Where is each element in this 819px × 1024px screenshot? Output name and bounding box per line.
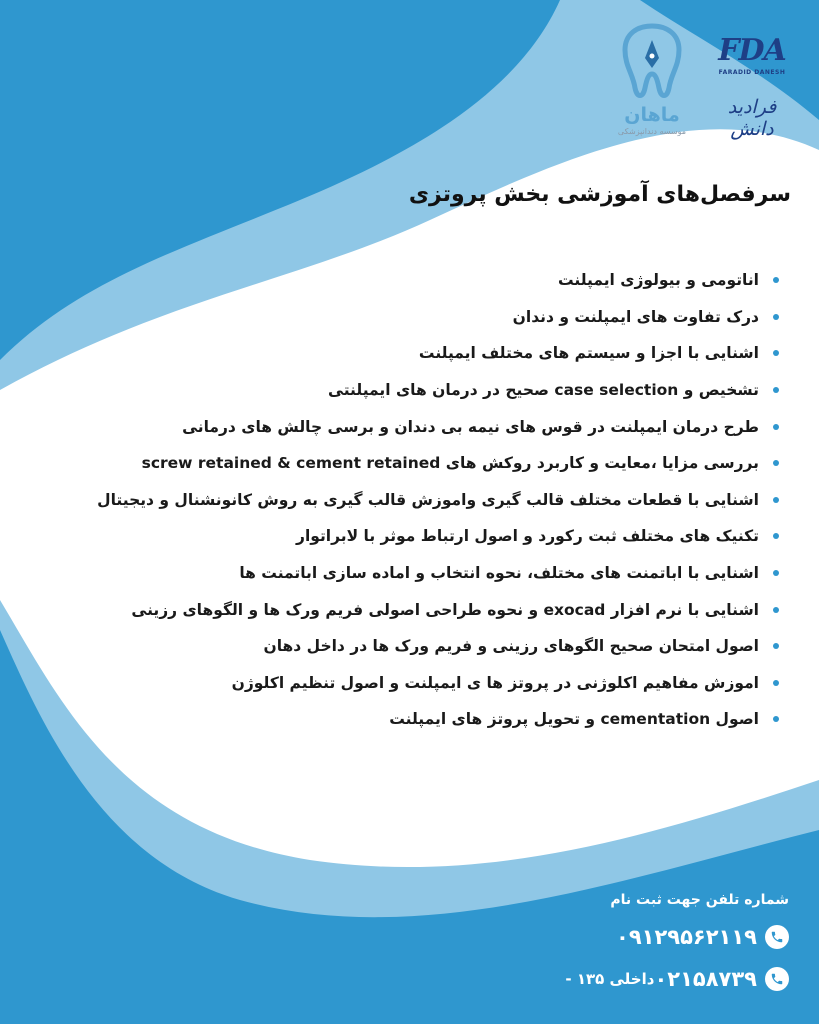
topic-text: اناتومی و بیولوژی ایمپلنت (557, 271, 759, 290)
topic-text: اصول cementation و تحویل پروتز های ایمپلنت (389, 710, 759, 729)
mahan-name: ماهان (624, 104, 680, 126)
faradid-persian-name: فرادید دانش (727, 96, 777, 140)
list-item (19, 628, 779, 665)
bullet-icon (773, 387, 779, 393)
topic-text: بررسی مزایا ،معایت و کاربرد روکش های screw retained & cement retained (141, 454, 759, 473)
mahan-logo (612, 22, 692, 152)
topic-text: اشنایی با نرم افزار exocad و نحوه طراحی اصولی فریم ورک ها و الگوهای رزینی (131, 600, 759, 619)
list-item (19, 518, 779, 555)
tooth-pen-icon (619, 22, 685, 100)
list-item (19, 591, 779, 628)
landline-row[interactable] (489, 964, 789, 994)
topic-text: اصول امتحان صحیح الگوهای رزینی و فریم ورک ها در داخل دهان (263, 637, 759, 656)
bullet-icon (773, 277, 779, 283)
mahan-subtitle: موسسه دندانپزشکی (617, 127, 687, 136)
faradid-logo (708, 34, 796, 144)
list-item (19, 445, 779, 482)
contact-info (489, 892, 789, 994)
contact-label: شماره تلفن جهت ثبت نام (610, 892, 789, 908)
topic-text: اشنایی با قطعات مختلف قالب گیری واموزش قالب گیری به روش کانونشنال و دیجیتال (97, 490, 759, 509)
list-item (19, 701, 779, 738)
topic-text: طرح درمان ایمپلنت در قوس های نیمه بی دندان و برسی چالش های درمانی (182, 417, 759, 436)
mobile-number[interactable]: ۰۹۱۲۹۵۶۲۱۱۹ (616, 925, 757, 949)
bullet-icon (773, 533, 779, 539)
fda-logo-icon: FDA (718, 33, 786, 68)
list-item (19, 482, 779, 519)
topic-text: درک تفاوت های ایمپلنت و دندان (512, 307, 759, 326)
list-item (19, 555, 779, 592)
landline-number[interactable]: ۰۲۱۵۸۷۳۹ (654, 967, 757, 991)
list-item (19, 408, 779, 445)
topic-text: تشخیص و case selection صحیح در درمان های ایمپلنتی (328, 381, 759, 400)
bullet-icon (773, 350, 779, 356)
phone-icon (765, 925, 789, 949)
bullet-icon (773, 424, 779, 430)
list-item (19, 299, 779, 336)
topic-text: اموزش مفاهیم اکلوژنی در پروتز ها ی ایمپلنت و اصول تنظیم اکلوژن (231, 673, 759, 692)
bullet-icon (773, 716, 779, 722)
mobile-row[interactable] (489, 922, 789, 952)
bullet-icon (773, 570, 779, 576)
bullet-icon (773, 680, 779, 686)
bullet-icon (773, 314, 779, 320)
list-item (19, 262, 779, 299)
fda-subtitle: FARADID DANESH (718, 69, 786, 76)
list-item (19, 335, 779, 372)
topics-list (19, 262, 779, 738)
bullet-icon (773, 460, 779, 466)
topic-text: اشنایی با اباتمنت های مختلف، نحوه انتخاب و اماده سازی اباتمنت ها (239, 564, 759, 583)
bullet-icon (773, 497, 779, 503)
page-title: سرفصل‌های آموزشی بخش پروتزی (408, 182, 791, 207)
list-item (19, 372, 779, 409)
bullet-icon (773, 643, 779, 649)
list-item (19, 665, 779, 702)
phone-icon (765, 967, 789, 991)
topic-text: اشنایی با اجزا و سیستم های مختلف ایمپلنت (418, 344, 759, 363)
bullet-icon (773, 607, 779, 613)
topic-text: تکنیک های مختلف ثبت رکورد و اصول ارتباط موثر با لابراتوار (296, 527, 759, 546)
extension-label: داخلی ۱۳۵ - (565, 970, 655, 988)
